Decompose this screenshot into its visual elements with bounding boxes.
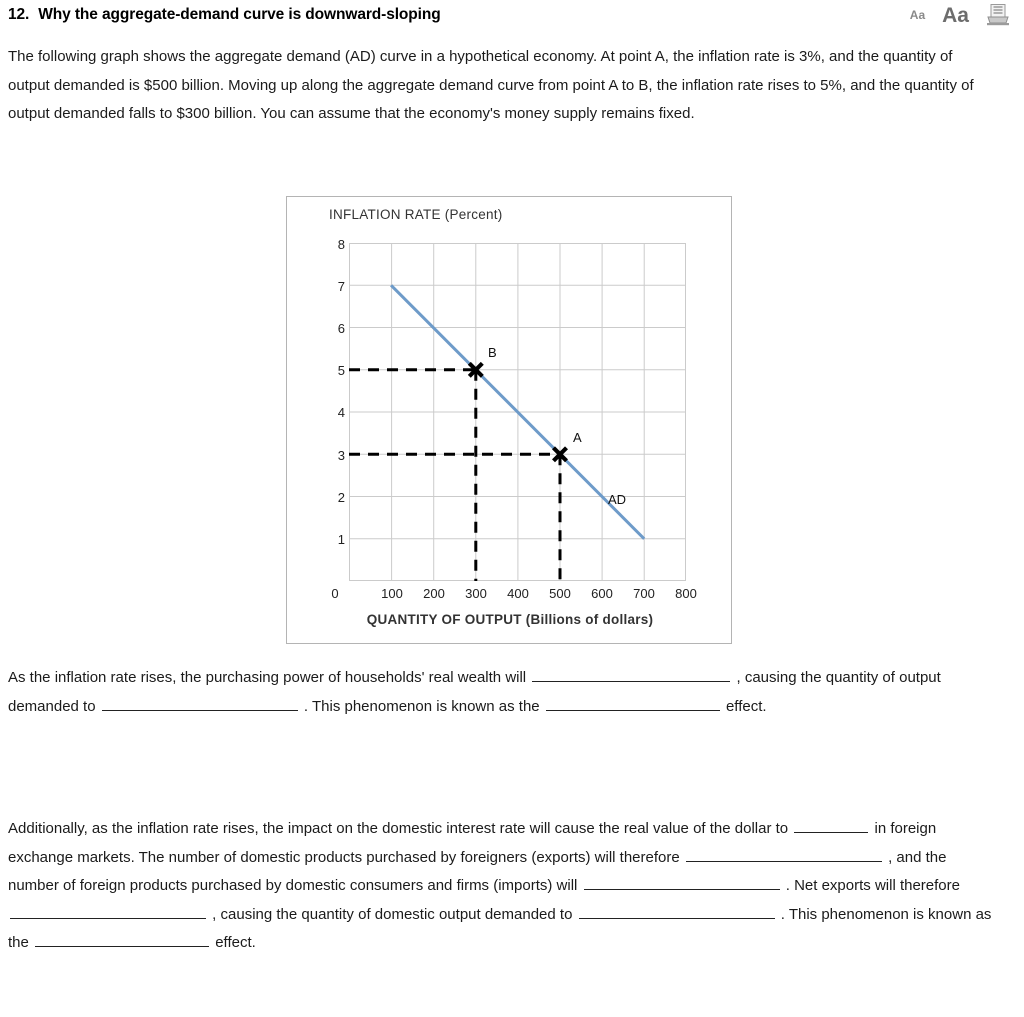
x-tick-100: 100	[381, 586, 403, 601]
q1-segment-1: As the inflation rate rises, the purchasing power of households' real wealth will	[8, 669, 527, 686]
chart-plot-area	[349, 243, 686, 581]
y-tick-3: 3	[337, 448, 345, 463]
point-label-a: A	[573, 430, 582, 445]
point-label-b: B	[488, 345, 497, 360]
q2-blank-5[interactable]	[579, 904, 775, 919]
q1-blank-1[interactable]	[532, 667, 730, 682]
y-tick-6: 6	[337, 321, 345, 336]
print-icon[interactable]	[986, 4, 1010, 26]
y-tick-4: 4	[337, 405, 345, 420]
q1-blank-3[interactable]	[546, 696, 720, 711]
increase-font-size-button[interactable]: Aa	[942, 3, 969, 27]
x-tick-800: 800	[675, 586, 697, 601]
y-tick-5: 5	[337, 363, 345, 378]
y-tick-7: 7	[337, 279, 345, 294]
chart-y-tick-labels	[307, 237, 345, 581]
y-tick-1: 1	[337, 532, 345, 547]
question-number: 12.	[8, 6, 30, 23]
q2-segment-3: , and the number of foreign products purchased by domestic consumers and firms (imports) will	[8, 848, 947, 894]
q2-segment-6: . This phenomenon is known as the	[8, 905, 992, 951]
q1-segment-2: , causing the quantity of output demanded to	[8, 669, 941, 715]
decrease-font-size-button[interactable]: Aa	[909, 8, 926, 22]
page-title	[8, 6, 441, 24]
q2-blank-1[interactable]	[794, 818, 868, 833]
x-tick-0: 0	[331, 586, 339, 601]
q2-segment-1: Additionally, as the inflation rate rises, the impact on the domestic interest rate will cause the real value of the dollar to	[8, 820, 789, 837]
q1-segment-3: . This phenomenon is known as the	[303, 697, 540, 715]
x-tick-500: 500	[549, 586, 571, 601]
q2-segment-5: , causing the quantity of domestic output demanded to	[212, 905, 573, 923]
q2-blank-3[interactable]	[584, 875, 780, 890]
q2-blank-6[interactable]	[35, 932, 209, 947]
q1-segment-4: effect.	[725, 697, 767, 715]
x-tick-300: 300	[465, 586, 487, 601]
y-tick-8: 8	[337, 237, 345, 252]
x-tick-400: 400	[507, 586, 529, 601]
page-header	[0, 0, 1024, 30]
intro-paragraph: The following graph shows the aggregate demand (AD) curve in a hypothetical economy. At point A, the inflation rate is 3%, and the quantity of output demanded is $500 billion. Moving up along the aggregate demand curve from point A to B, the inflation rate rises to 5%, and the quantity of output demanded falls to $300 billion. You can assume that the economy's money supply remains fixed.	[8, 48, 974, 122]
q1-blank-2[interactable]	[102, 696, 298, 711]
x-tick-200: 200	[423, 586, 445, 601]
q2-segment-7: effect.	[215, 934, 256, 951]
chart-y-axis-title: INFLATION RATE (Percent)	[329, 207, 503, 222]
question-title-text: Why the aggregate-demand curve is downward-sloping	[38, 6, 441, 23]
ad-curve-label: AD	[608, 492, 627, 507]
y-tick-2: 2	[337, 490, 345, 505]
header-toolbar	[910, 0, 1010, 30]
question-2-paragraph	[0, 815, 1024, 958]
q2-blank-2[interactable]	[686, 847, 882, 862]
q2-segment-4: . Net exports will therefore	[785, 877, 960, 894]
x-tick-700: 700	[633, 586, 655, 601]
q2-segment-2: in foreign exchange markets. The number of domestic products purchased by foreigners (exports) will therefore	[8, 820, 937, 866]
q2-blank-4[interactable]	[10, 904, 206, 919]
aggregate-demand-chart	[286, 196, 732, 644]
question-1-paragraph	[0, 664, 1024, 721]
x-tick-600: 600	[591, 586, 613, 601]
chart-x-tick-labels	[287, 587, 733, 605]
chart-x-axis-title: QUANTITY OF OUTPUT (Billions of dollars)	[366, 612, 654, 627]
